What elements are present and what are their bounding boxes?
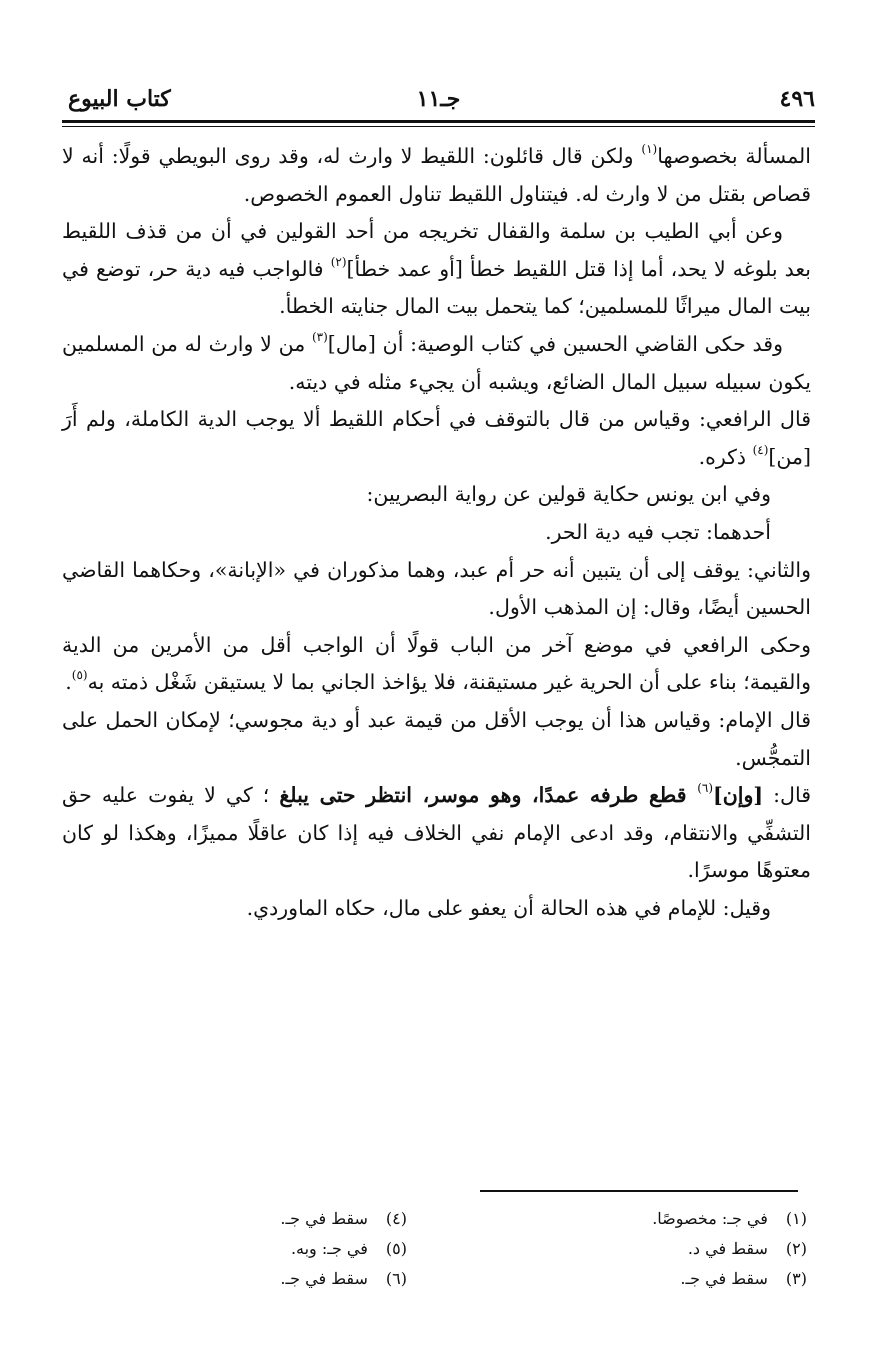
paragraph-10: قال: [وإن]$^{(٦)}$ قطع طرفه عمدًا، وهو موسر، انتظر حتى يبلغ ؛ كي لا يفوت عليه حق التشفِّي والانتقام، وقد ادعى الإمام نفي الخلاف فيه إذا كان عاقلًا مميزًا، وهكذا لو كان معتوهًا موسرًا. [62,781,811,883]
footnote-1: (١) في جـ: مخصوصًا. [652,1209,807,1228]
footnote-ref-4[interactable]: (٤) [752,442,769,457]
paragraph-9: قال الإمام: وقياس هذا أن يوجب الأقل من قيمة عبد أو دية مجوسي؛ لإمكان الحمل على التمجُّس. [62,707,811,770]
footnote-ref-1[interactable]: (١) [641,142,658,156]
footnote-ref-3[interactable]: (٣) [311,329,328,344]
volume-number: جـ١١ [416,86,461,112]
matn-bracket: [وإن] [713,783,764,808]
footnote-6: (٦) سقط في جـ. [280,1269,407,1288]
footnote-ref-5[interactable]: (٥) [71,668,88,683]
footnote-ref-2[interactable]: (٢) [330,254,347,269]
running-header [62,84,815,120]
paragraph-11: وقيل: للإمام في هذه الحالة أن يعفو على مال، حكاه الماوردي. [246,895,771,920]
header-rule-thick [62,120,815,123]
paragraph-4: قال الرافعي: وقياس من قال بالتوقف في أحكام اللقيط ألا يوجب الدية الكاملة، ولم أَرَ [من]$^{(٤)}$ ذكره. [62,407,811,469]
paragraph-2: وعن أبي الطيب بن سلمة والقفال تخريجه من أحد القولين في أن من قذف اللقيط بعد بلوغه لا يحد، أما إذا قتل اللقيط خطأ [أو عمد خطأ]$^{(٢)}$ فالواجب فيه دية حر، توضع في بيت المال ميراثًا للمسلمين؛ كما يتحمل بيت المال جنايته الخطأ. [62,219,811,319]
header-rule-thin [62,126,815,127]
paragraph-1: المسألة بخصوصها$^{(١)}$ ولكن قال قائلون: اللقيط لا وارث له، وقد روى البويطي قولًا: أنه لا قصاص بقتل من لا وارث له. فيتناول اللقيط تناول العموم الخصوص. [62,142,811,206]
page-number: ٤٩٦ [779,86,815,112]
book-title: كتاب البيوع [68,86,171,112]
footnote-3: (٣) سقط في جـ. [680,1269,807,1288]
footnote-2: (٢) سقط في د. [687,1239,807,1258]
paragraph-6: أحدهما: تجب فيه دية الحر. [545,519,771,544]
footnote-ref-6[interactable]: (٦) [697,781,714,796]
footnote-separator [480,1190,798,1192]
main-text [62,138,811,927]
matn-text: قطع طرفه عمدًا، وهو موسر، انتظر حتى يبلغ [279,783,698,808]
footnote-5: (٥) في جـ: وبه. [290,1239,407,1258]
paragraph-5: وفي ابن يونس حكاية قولين عن رواية البصريين: [366,482,771,507]
paragraph-8: وحكى الرافعي في موضع آخر من الباب قولًا أن الواجب أقل من الأمرين من الدية والقيمة؛ بناء على أن الحرية غير مستيقنة، فلا يؤاخذ الجاني بما لا يستيقن شَغْل ذمته به$^{(٥)}$. [62,632,811,695]
paragraph-7: والثاني: يوقف إلى أن يتبين أنه حر أم عبد، وهما مذكوران في «الإبانة»، وحكاهما القاضي الحسين أيضًا، وقال: إن المذهب الأول. [62,557,811,620]
paragraph-3: وقد حكى القاضي الحسين في كتاب الوصية: أن [مال]$^{(٣)}$ من لا وارث له من المسلمين يكون سبيله سبيل المال الضائع، ويشبه أن يجيء مثله في ديته. [62,329,811,394]
footnotes [66,1204,807,1300]
footnote-4: (٤) سقط في جـ. [280,1209,407,1228]
